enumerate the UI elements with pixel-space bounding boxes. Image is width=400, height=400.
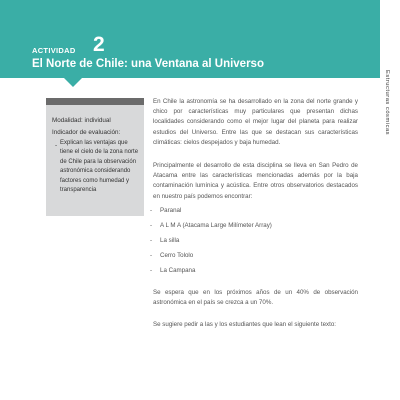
modalidad-text: Modalidad: individual [52, 117, 111, 124]
list-item-text: La silla [160, 237, 180, 244]
indicador-bullet: - [55, 142, 58, 149]
list-item [150, 207, 360, 217]
header-notch [64, 78, 82, 87]
paragraph-2: Principalmente el desarrollo de esta disciplina se lleva en San Pedro de Atacama entre las características mencionadas además por la baja contaminación lumínica y acústica. Entre otros observatorios destacados en nuestro país podemos encontrar: [153, 162, 358, 200]
indicador-label: Indicador de evaluación: [52, 129, 121, 136]
paragraph-3: Se espera que en los próximos años de un 40% de observación astronómica en el país se crezca a un 70%. [153, 289, 358, 307]
list-item-text: Paranal [160, 207, 182, 214]
list-bullet: - [150, 237, 153, 244]
list-item [150, 237, 360, 247]
list-item [150, 252, 360, 262]
list-item [150, 222, 360, 232]
list-bullet: - [150, 222, 153, 229]
list-bullet: - [150, 252, 153, 259]
list-bullet: - [150, 267, 153, 274]
list-bullet: - [150, 207, 153, 214]
list-item [150, 267, 360, 277]
list-item-text: La Campana [160, 267, 196, 274]
paragraph-4: Se sugiere pedir a las y los estudiantes que lean el siguiente texto: [153, 321, 336, 328]
indicador-item: Explican las ventajas que tiene el cielo de la zona norte de Chile para la observación astronómica considerando factores como humedad y transparencia [60, 140, 139, 194]
section-side-label: Estructuras cósmicas [384, 70, 390, 136]
activity-title: El Norte de Chile: una Ventana al Universo [32, 58, 264, 70]
sidebar-top-bar [46, 98, 144, 105]
activity-number: 2 [93, 33, 105, 56]
list-item-text: Cerro Tololo [160, 252, 194, 259]
list-item-text: A L M A (Atacama Large Milímeter Array) [160, 222, 272, 229]
activity-label: ACTIVIDAD [32, 46, 76, 55]
paragraph-1: En Chile la astronomía se ha desarrollado en la zona del norte grande y chico por características muy particulares que presentan dichas localidades considerando como el mejor lugar del planeta para realizar estudios del Universo. Entre las que se destacan sus características climáticas: cielos despejados y baja humedad. [153, 98, 358, 146]
